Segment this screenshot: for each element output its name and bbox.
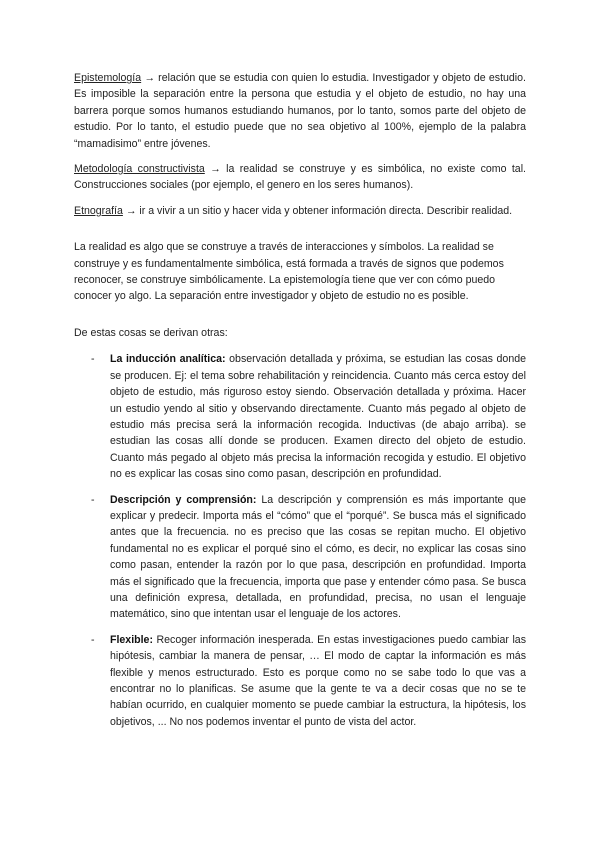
term-metodologia: Metodología constructivista xyxy=(74,163,205,176)
paragraph-etnografia xyxy=(74,203,526,219)
item-text: observación detallada y próxima, se estudian las cosas donde se producen. Ej: el tema sobre rehabilitación y reincidencia. Cuanto más cerca estoy del objeto de estudio, más riguroso estoy siendo. Observación detallada y próxima. Hacer un estudio yendo al sitio y observando directamente. Cuanto más pegado al objeto de estudio más precisa será la información recogida. Inductivas (de abajo arriba). se estudian las cosas allí donde se producen. Examen directo del objeto de estudio. Cuanto más pegado al objeto más precisa la información recogida y estudio. El objetivo no es explicar las cosas sino como pasan, descripción en profundidad. xyxy=(110,353,527,481)
arrow-icon: → xyxy=(141,72,159,84)
item-text: La descripción y comprensión es más importante que explicar y predecir. Importa más el “cómo” que el “porqué”. Se busca más el significado antes que la frecuencia. no es preciso que las cosas se repitan mucho. El objetivo fundamental no es explicar el porqué sino el cómo, es decir, no explicar las cosas sino como pasan, entender la razón por lo que pasa, descripción en profundidad. Importa más el significado que la frecuencia, importa que pase y entender cómo pasa. Se busca una definición expresa, detallada, en profundidad, precisa, no usan el lenguaje matemático, sino que intentan usar el lenguaje de los actores. xyxy=(110,493,526,621)
arrow-icon: → xyxy=(204,163,227,176)
item-text: Recoger información inesperada. En estas investigaciones puedo cambiar las hipótesis, cambiar la manera de pensar, … El modo de captar la información es más flexible y menos estructurado. Esto es porque como no se sabe todo lo que vas a encontrar no lo planificas. Se asume que la gente te va a decir cosas que no se te habían ocurrido, en cualquier momento se puede cambiar la estructura, la hipótesis, los objetivos, ... No nos podemos inventar el punto de vista del actor. xyxy=(110,633,526,728)
paragraph-realidad: La realidad es algo que se construye a través de interacciones y símbolos. La realidad se construye y es fundamentalmente simbólica, está formada a través de signos que podemos reconocer, se construye simbólicamente. La epistemología tiene que ver con cómo puedo conocer yo algo. La separación entre investigador y objeto de estudio no es posible. xyxy=(74,241,504,303)
item-title: La inducción analítica: xyxy=(110,353,226,366)
dash-bullet-icon: - xyxy=(91,633,95,646)
term-etnografia: Etnografía xyxy=(74,204,123,217)
dash-bullet-icon: - xyxy=(91,493,95,506)
list-item xyxy=(74,492,526,623)
bullet-list xyxy=(74,351,526,730)
definition-etnografia: ir a vivir a un sitio y hacer vida y obtener información directa. Describir realidad. xyxy=(139,204,513,217)
paragraph-epistemologia xyxy=(74,70,526,152)
list-item xyxy=(74,632,526,730)
term-epistemologia: Epistemología xyxy=(74,72,142,84)
arrow-icon: → xyxy=(122,204,140,217)
paragraph-metodologia xyxy=(74,161,526,194)
paragraph-intro: De estas cosas se derivan otras: xyxy=(74,326,228,339)
item-title: Flexible: xyxy=(110,633,153,646)
item-title: Descripción y comprensión: xyxy=(110,493,257,506)
list-item xyxy=(74,351,526,482)
dash-bullet-icon: - xyxy=(91,353,95,366)
definition-epistemologia: relación que se estudia con quien lo estudia. Investigador y objeto de estudio. Es imposible la separación entre la persona que estudia y el objeto de estudio, no hay una barrera porque somos humanos estudiando humanos, por lo tanto, somos parte del objeto de estudio. Por lo tanto, el estudio puede que no sea objetivo al 100%, ejemplo de la palabra “mamadisimo” entre jóvenes. xyxy=(74,72,526,150)
definition-metodologia: la realidad se construye y es simbólica, no existe como tal. Construcciones sociales (por ejemplo, el genero en los seres humanos). xyxy=(74,163,526,192)
